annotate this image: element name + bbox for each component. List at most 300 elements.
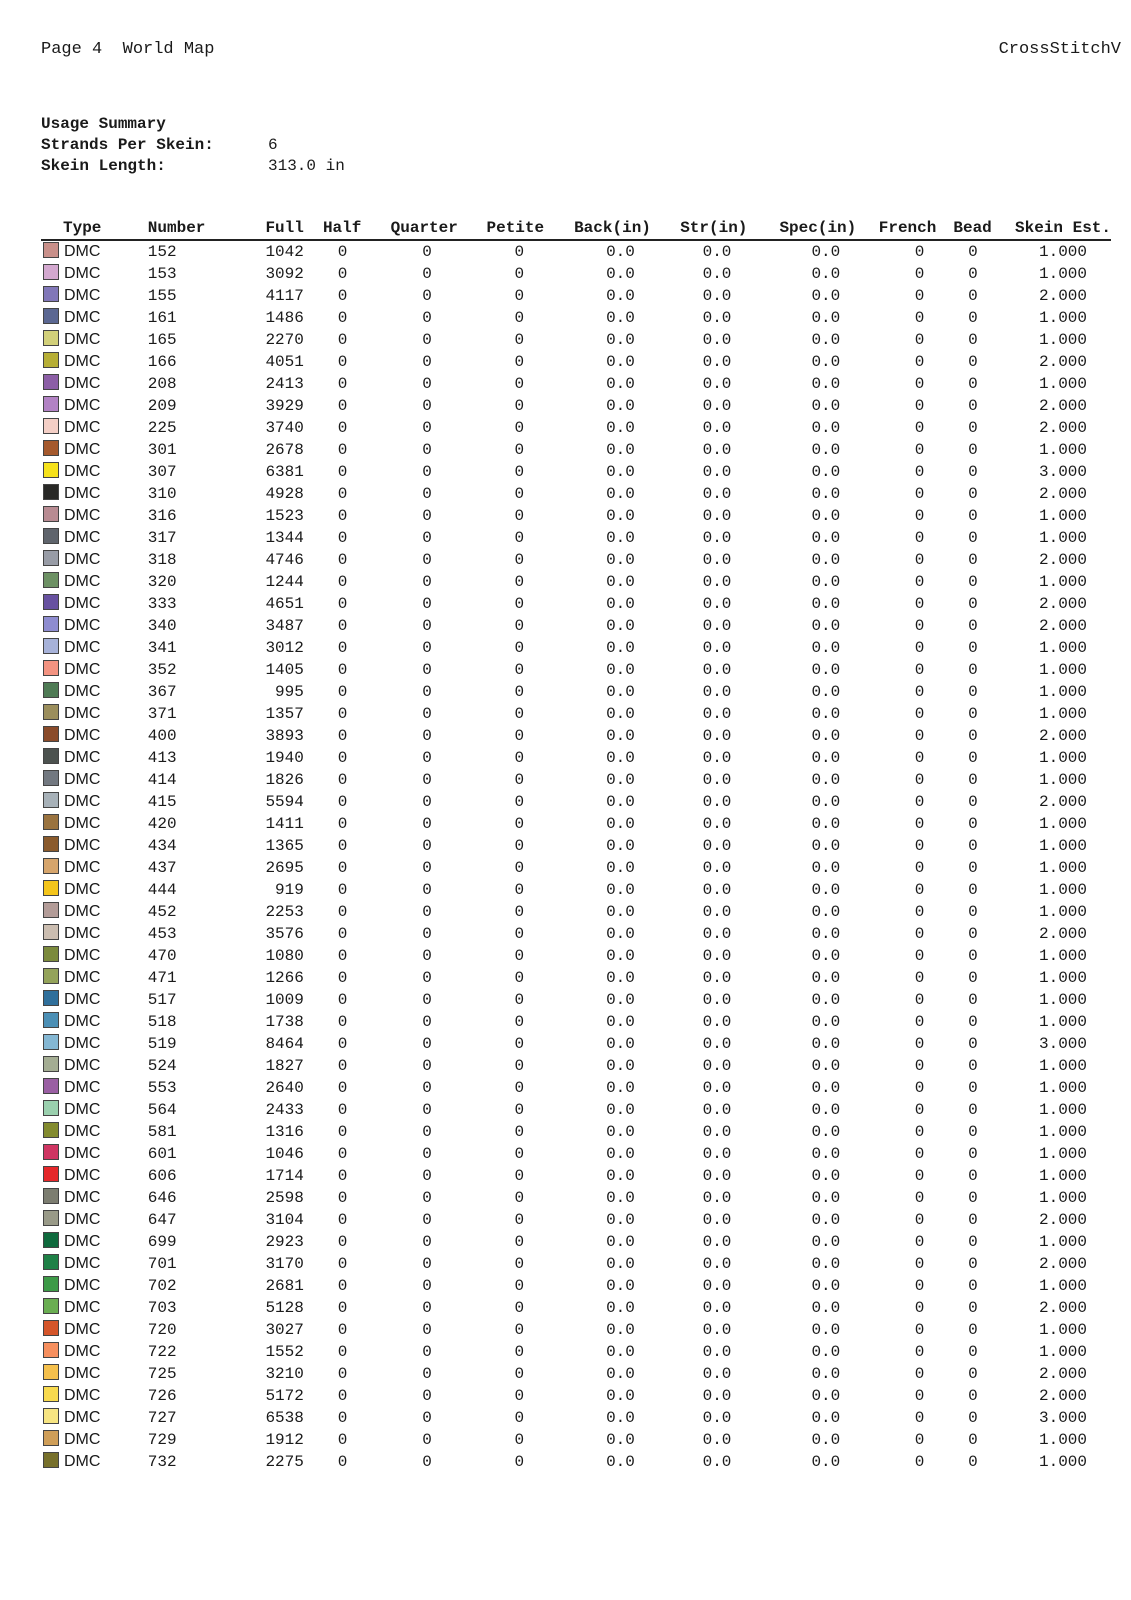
back-length: 0.0 [606, 374, 635, 393]
thread-type: DMC [64, 1387, 101, 1404]
thread-number: 606 [147, 1166, 177, 1185]
half-count: 0 [337, 396, 348, 415]
quarter-count: 0 [422, 418, 432, 437]
petite-count: 0 [514, 858, 525, 877]
thread-type: DMC [64, 1277, 101, 1294]
half-count: 0 [337, 616, 348, 635]
special-length: 0.0 [811, 308, 841, 327]
full-count: 2695 [265, 858, 304, 877]
petite-count: 0 [514, 572, 525, 591]
table-row [41, 615, 1111, 637]
petite-count: 0 [514, 1078, 525, 1097]
french-knot-count: 0 [914, 1166, 925, 1185]
thread-number: 725 [147, 1364, 177, 1383]
full-count: 3012 [265, 638, 304, 657]
half-count: 0 [337, 1144, 348, 1163]
full-count: 995 [275, 682, 304, 701]
thread-number: 601 [147, 1144, 177, 1163]
color-swatch [43, 594, 59, 610]
back-length: 0.0 [606, 660, 635, 679]
back-length: 0.0 [606, 616, 635, 635]
french-knot-count: 0 [914, 1452, 925, 1471]
thread-number: 517 [147, 990, 177, 1009]
straight-length: 0.0 [702, 1144, 732, 1163]
special-length: 0.0 [811, 726, 841, 745]
back-length: 0.0 [606, 550, 635, 569]
bead-count: 0 [968, 1386, 978, 1405]
thread-type: DMC [64, 1255, 101, 1272]
straight-length: 0.0 [702, 374, 732, 393]
quarter-count: 0 [422, 770, 432, 789]
french-knot-count: 0 [914, 880, 925, 899]
thread-type: DMC [64, 375, 101, 392]
full-count: 2253 [265, 902, 304, 921]
straight-length: 0.0 [702, 1188, 732, 1207]
petite-count: 0 [514, 1166, 525, 1185]
full-count: 3929 [265, 396, 304, 415]
thread-number: 564 [147, 1100, 177, 1119]
bead-count: 0 [968, 440, 978, 459]
type-cell [41, 923, 148, 945]
thread-type: DMC [64, 419, 101, 436]
back-length: 0.0 [606, 594, 635, 613]
bead-count: 0 [968, 1012, 978, 1031]
bead-count: 0 [968, 1078, 978, 1097]
thread-number: 581 [147, 1122, 177, 1141]
color-swatch [43, 1364, 59, 1380]
color-swatch [43, 924, 59, 940]
bead-count: 0 [968, 1254, 978, 1273]
column-header-petite: Petite [458, 218, 544, 240]
special-length: 0.0 [811, 1210, 841, 1229]
thread-number: 703 [147, 1298, 177, 1317]
straight-length: 0.0 [702, 924, 732, 943]
full-count: 2413 [265, 374, 304, 393]
page-label: Page 4 [41, 40, 103, 59]
petite-count: 0 [514, 1056, 525, 1075]
table-row [41, 1165, 1111, 1187]
thread-type: DMC [64, 991, 101, 1008]
table-row [41, 879, 1111, 901]
half-count: 0 [337, 748, 348, 767]
full-count: 5172 [265, 1386, 304, 1405]
french-knot-count: 0 [914, 1386, 925, 1405]
french-knot-count: 0 [914, 1430, 925, 1449]
table-header-row [41, 218, 1111, 240]
type-cell [41, 439, 148, 461]
quarter-count: 0 [422, 506, 432, 525]
straight-length: 0.0 [702, 792, 732, 811]
type-cell [41, 1451, 148, 1473]
half-count: 0 [337, 770, 348, 789]
skein-estimate: 1.000 [1038, 902, 1087, 921]
skein-estimate: 1.000 [1038, 1078, 1087, 1097]
quarter-count: 0 [422, 550, 432, 569]
special-length: 0.0 [811, 1430, 841, 1449]
thread-type: DMC [64, 1233, 101, 1250]
thread-type: DMC [64, 639, 101, 656]
color-swatch [43, 330, 59, 346]
color-swatch [43, 1232, 59, 1248]
bead-count: 0 [968, 660, 978, 679]
straight-length: 0.0 [702, 1386, 732, 1405]
french-knot-count: 0 [914, 1298, 925, 1317]
straight-length: 0.0 [702, 836, 732, 855]
straight-length: 0.0 [702, 1034, 732, 1053]
full-count: 919 [275, 880, 304, 899]
color-swatch [43, 418, 59, 434]
quarter-count: 0 [422, 1254, 432, 1273]
full-count: 1411 [265, 814, 304, 833]
full-count: 2275 [265, 1452, 304, 1471]
skein-estimate: 1.000 [1038, 968, 1087, 987]
quarter-count: 0 [422, 704, 432, 723]
skein-estimate: 1.000 [1038, 1430, 1087, 1449]
french-knot-count: 0 [914, 1034, 925, 1053]
french-knot-count: 0 [914, 594, 925, 613]
skein-estimate: 1.000 [1038, 1122, 1087, 1141]
skein-estimate: 1.000 [1038, 506, 1087, 525]
quarter-count: 0 [422, 1144, 432, 1163]
straight-length: 0.0 [702, 1320, 732, 1339]
full-count: 2681 [265, 1276, 304, 1295]
full-count: 5594 [265, 792, 304, 811]
type-cell [41, 461, 148, 483]
type-cell [41, 549, 148, 571]
quarter-count: 0 [422, 1012, 432, 1031]
half-count: 0 [337, 836, 348, 855]
full-count: 3893 [265, 726, 304, 745]
thread-type: DMC [64, 661, 101, 678]
color-swatch [43, 946, 59, 962]
skein-estimate: 2.000 [1038, 616, 1087, 635]
color-swatch [43, 770, 59, 786]
skein-estimate: 2.000 [1038, 1386, 1087, 1405]
thread-number: 437 [147, 858, 177, 877]
special-length: 0.0 [811, 1012, 841, 1031]
bead-count: 0 [968, 374, 978, 393]
special-length: 0.0 [811, 1034, 841, 1053]
half-count: 0 [337, 286, 348, 305]
half-count: 0 [337, 880, 348, 899]
french-knot-count: 0 [914, 528, 925, 547]
back-length: 0.0 [606, 1188, 635, 1207]
type-cell [41, 1077, 148, 1099]
type-cell [41, 637, 148, 659]
full-count: 1365 [265, 836, 304, 855]
table-row [41, 1143, 1111, 1165]
french-knot-count: 0 [914, 792, 925, 811]
half-count: 0 [337, 1166, 348, 1185]
skein-estimate: 1.000 [1038, 1012, 1087, 1031]
french-knot-count: 0 [914, 1144, 925, 1163]
quarter-count: 0 [422, 440, 432, 459]
quarter-count: 0 [422, 990, 432, 1009]
back-length: 0.0 [606, 858, 635, 877]
french-knot-count: 0 [914, 946, 925, 965]
full-count: 1405 [265, 660, 304, 679]
petite-count: 0 [514, 814, 525, 833]
type-cell [41, 329, 148, 351]
table-row [41, 1121, 1111, 1143]
quarter-count: 0 [422, 1188, 432, 1207]
straight-length: 0.0 [702, 396, 732, 415]
half-count: 0 [337, 1254, 348, 1273]
petite-count: 0 [514, 990, 525, 1009]
special-length: 0.0 [811, 506, 841, 525]
full-count: 2270 [265, 330, 304, 349]
straight-length: 0.0 [702, 330, 732, 349]
special-length: 0.0 [811, 264, 841, 283]
quarter-count: 0 [422, 264, 432, 283]
thread-type: DMC [64, 1321, 101, 1338]
quarter-count: 0 [422, 682, 432, 701]
color-swatch [43, 462, 59, 478]
thread-type: DMC [64, 1431, 101, 1448]
thread-type: DMC [64, 969, 101, 986]
special-length: 0.0 [811, 748, 841, 767]
skein-estimate: 3.000 [1038, 1034, 1087, 1053]
straight-length: 0.0 [702, 880, 732, 899]
skein-estimate: 2.000 [1038, 352, 1087, 371]
type-cell [41, 1143, 148, 1165]
thread-type: DMC [64, 1211, 101, 1228]
back-length: 0.0 [606, 748, 635, 767]
quarter-count: 0 [422, 924, 432, 943]
back-length: 0.0 [606, 484, 635, 503]
straight-length: 0.0 [702, 1100, 732, 1119]
special-length: 0.0 [811, 682, 841, 701]
french-knot-count: 0 [914, 440, 925, 459]
quarter-count: 0 [422, 968, 432, 987]
quarter-count: 0 [422, 1100, 432, 1119]
bead-count: 0 [968, 352, 978, 371]
thread-type: DMC [64, 1057, 101, 1074]
straight-length: 0.0 [702, 660, 732, 679]
bead-count: 0 [968, 1188, 978, 1207]
petite-count: 0 [514, 330, 525, 349]
petite-count: 0 [514, 1364, 525, 1383]
thread-type: DMC [64, 881, 101, 898]
table-row [41, 1209, 1111, 1231]
full-count: 1266 [265, 968, 304, 987]
table-row [41, 505, 1111, 527]
petite-count: 0 [514, 704, 525, 723]
special-length: 0.0 [811, 242, 841, 261]
back-length: 0.0 [606, 990, 635, 1009]
bead-count: 0 [968, 330, 978, 349]
full-count: 2640 [265, 1078, 304, 1097]
back-length: 0.0 [606, 462, 635, 481]
bead-count: 0 [968, 814, 978, 833]
full-count: 6381 [265, 462, 304, 481]
bead-count: 0 [968, 462, 978, 481]
full-count: 1912 [265, 1430, 304, 1449]
half-count: 0 [337, 1364, 348, 1383]
quarter-count: 0 [422, 1166, 432, 1185]
color-swatch [43, 1320, 59, 1336]
back-length: 0.0 [606, 1408, 635, 1427]
quarter-count: 0 [422, 396, 432, 415]
french-knot-count: 0 [914, 264, 925, 283]
thread-type: DMC [64, 1123, 101, 1140]
half-count: 0 [337, 682, 348, 701]
quarter-count: 0 [422, 572, 432, 591]
color-swatch [43, 374, 59, 390]
skein-estimate: 1.000 [1038, 1342, 1087, 1361]
color-swatch [43, 572, 59, 588]
petite-count: 0 [514, 594, 525, 613]
column-header-spec: Spec(in) [747, 218, 856, 240]
column-header-french: French [856, 218, 936, 240]
color-swatch [43, 726, 59, 742]
back-length: 0.0 [606, 1276, 635, 1295]
color-swatch [43, 880, 59, 896]
half-count: 0 [337, 1122, 348, 1141]
straight-length: 0.0 [702, 264, 732, 283]
type-cell [41, 879, 148, 901]
bead-count: 0 [968, 484, 978, 503]
type-cell [41, 593, 148, 615]
quarter-count: 0 [422, 352, 432, 371]
thread-type: DMC [64, 331, 101, 348]
straight-length: 0.0 [702, 1254, 732, 1273]
half-count: 0 [337, 1452, 348, 1471]
back-length: 0.0 [606, 1320, 635, 1339]
thread-type: DMC [64, 573, 101, 590]
bead-count: 0 [968, 1408, 978, 1427]
petite-count: 0 [514, 286, 525, 305]
petite-count: 0 [514, 946, 525, 965]
color-swatch [43, 550, 59, 566]
color-swatch [43, 1100, 59, 1116]
full-count: 2433 [265, 1100, 304, 1119]
thread-type: DMC [64, 1145, 101, 1162]
special-length: 0.0 [811, 1056, 841, 1075]
half-count: 0 [337, 902, 348, 921]
thread-type: DMC [64, 1167, 101, 1184]
type-cell [41, 1099, 148, 1121]
special-length: 0.0 [811, 1188, 841, 1207]
bead-count: 0 [968, 1276, 978, 1295]
full-count: 1080 [265, 946, 304, 965]
skein-estimate: 1.000 [1038, 1100, 1087, 1119]
french-knot-count: 0 [914, 814, 925, 833]
quarter-count: 0 [422, 1232, 432, 1251]
petite-count: 0 [514, 1144, 525, 1163]
quarter-count: 0 [422, 528, 432, 547]
half-count: 0 [337, 1056, 348, 1075]
full-count: 1357 [265, 704, 304, 723]
petite-count: 0 [514, 968, 525, 987]
color-swatch [43, 242, 59, 258]
color-swatch [43, 704, 59, 720]
thread-type: DMC [64, 1079, 101, 1096]
petite-count: 0 [514, 1342, 525, 1361]
back-length: 0.0 [606, 286, 635, 305]
bead-count: 0 [968, 748, 978, 767]
table-row [41, 659, 1111, 681]
back-length: 0.0 [606, 770, 635, 789]
thread-type: DMC [64, 309, 101, 326]
quarter-count: 0 [422, 836, 432, 855]
petite-count: 0 [514, 638, 525, 657]
color-swatch [43, 1012, 59, 1028]
full-count: 1316 [265, 1122, 304, 1141]
skein-estimate: 1.000 [1038, 946, 1087, 965]
strands-per-skein-label: Strands Per Skein: [41, 136, 214, 154]
thread-number: 317 [147, 528, 177, 547]
bead-count: 0 [968, 726, 978, 745]
color-swatch [43, 682, 59, 698]
color-swatch [43, 1210, 59, 1226]
full-count: 1009 [265, 990, 304, 1009]
bead-count: 0 [968, 550, 978, 569]
skein-estimate: 1.000 [1038, 990, 1087, 1009]
special-length: 0.0 [811, 572, 841, 591]
straight-length: 0.0 [702, 858, 732, 877]
table-row [41, 1407, 1111, 1429]
color-swatch [43, 396, 59, 412]
french-knot-count: 0 [914, 748, 925, 767]
color-swatch [43, 1188, 59, 1204]
back-length: 0.0 [606, 1012, 635, 1031]
special-length: 0.0 [811, 1254, 841, 1273]
color-swatch [43, 616, 59, 632]
half-count: 0 [337, 1320, 348, 1339]
back-length: 0.0 [606, 528, 635, 547]
full-count: 1738 [265, 1012, 304, 1031]
table-row [41, 417, 1111, 439]
back-length: 0.0 [606, 1166, 635, 1185]
bead-count: 0 [968, 1144, 978, 1163]
skein-estimate: 2.000 [1038, 1210, 1087, 1229]
skein-estimate: 1.000 [1038, 308, 1087, 327]
thread-type: DMC [64, 485, 101, 502]
full-count: 3170 [265, 1254, 304, 1273]
straight-length: 0.0 [702, 594, 732, 613]
table-row [41, 725, 1111, 747]
table-row [41, 703, 1111, 725]
petite-count: 0 [514, 550, 525, 569]
straight-length: 0.0 [702, 352, 732, 371]
quarter-count: 0 [422, 1430, 432, 1449]
skein-estimate: 1.000 [1038, 374, 1087, 393]
skein-estimate: 1.000 [1038, 682, 1087, 701]
straight-length: 0.0 [702, 616, 732, 635]
type-cell [41, 1275, 148, 1297]
back-length: 0.0 [606, 638, 635, 657]
table-row [41, 483, 1111, 505]
thread-type: DMC [64, 859, 101, 876]
table-row [41, 945, 1111, 967]
column-header-bead: Bead [936, 218, 991, 240]
french-knot-count: 0 [914, 550, 925, 569]
skein-estimate: 1.000 [1038, 1320, 1087, 1339]
back-length: 0.0 [606, 1430, 635, 1449]
special-length: 0.0 [811, 968, 841, 987]
back-length: 0.0 [606, 1364, 635, 1383]
thread-number: 726 [147, 1386, 177, 1405]
thread-number: 727 [147, 1408, 177, 1427]
thread-number: 453 [147, 924, 177, 943]
special-length: 0.0 [811, 792, 841, 811]
half-count: 0 [337, 484, 348, 503]
back-length: 0.0 [606, 902, 635, 921]
full-count: 2598 [265, 1188, 304, 1207]
skein-estimate: 2.000 [1038, 550, 1087, 569]
french-knot-count: 0 [914, 924, 925, 943]
